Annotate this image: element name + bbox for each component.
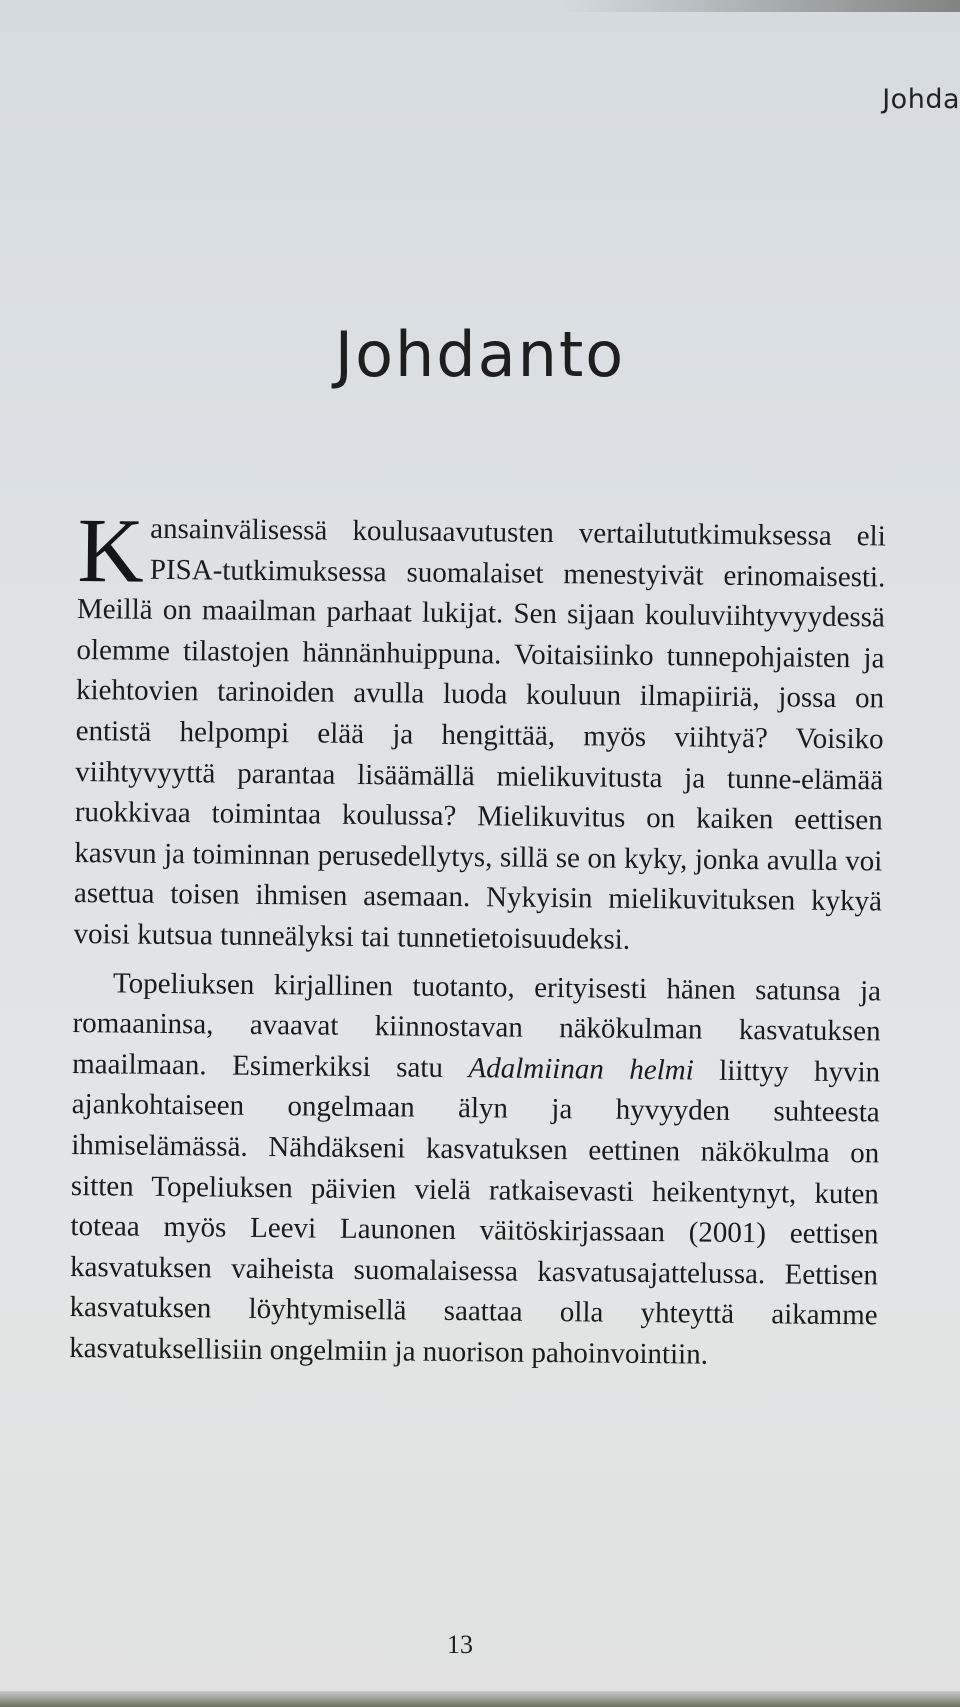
body-text: [69, 499, 886, 1377]
paragraph-2-text-start: Topeliuksen kirjallinen tuotanto, erityisesti hänen satunsa ja romaaninsa, avaavat kiinnostavan näkökulman kasvatuksen maailmaan. Esimerkiksi satu: [72, 966, 882, 1084]
paragraph-2-text-end: liittyy hyvin ajankohtaiseen ongelmaan älyn ja hyvyyden suhteesta ihmiselämässä. Nähdäkseni kasvatuksen eettinen näkökulma on sitten Topeliuksen päivien vielä ratkaisevasti heikentynyt, kuten toteaa myös Leevi Launonen väitöskirjassaan (2001) eettisen kasvatuksen vaiheista suomalaisessa kasvatusajattelussa. Eettisen kasvatuksen löyhtymisellä saattaa olla yhteyttä aikamme kasvatuksellisiin ongelmiin ja nuorison pahoinvointiin.: [69, 1054, 881, 1371]
book-title-italic: Adalmiinan helmi: [468, 1051, 694, 1087]
chapter-title: Johdanto: [334, 318, 626, 391]
page-top-shadow: [560, 0, 960, 12]
paragraph-1: Kansainvälisessä koulusaavutusten vertailututkimuksessa eli PISA-tutkimuksessa suomalaiset menestyivät erinomaisesti. Meillä on maailman parhaat lukijat. Sen sijaan kouluviihtyvyydessä olemme tilastojen hännänhuippuna. Voitaisiinko tunnepohjaisten ja kiehtovien tarinoiden avulla luoda kouluun ilmapiiriä, jossa on entistä helpompi elää ja hengittää, myös viihtyä? Voisiko viihtyvyyttä parantaa lisäämällä mielikuvitusta ja tunne-elämää ruokkivaa toimintaa koulussa? Mielikuvitus on kaiken eettisen kasvun ja toiminnan perusedellytys, sillä se on kyky, jonka avulla voi asettua toisen ihmisen asemaan. Nykyisin mielikuvituksen kykyä voisi kutsua tunneälyksi tai tunnetietoisuudeksi.: [73, 499, 886, 956]
page-number: 13: [447, 1630, 473, 1659]
running-header: Johda: [882, 84, 960, 115]
page-bottom-edge: [0, 1691, 960, 1707]
paragraph-2: [69, 963, 881, 1377]
